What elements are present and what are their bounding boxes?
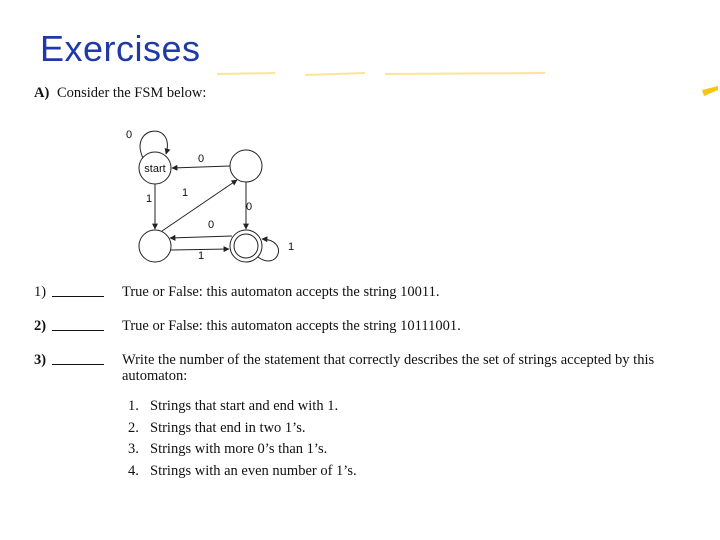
state-bottom-right-accepting (230, 230, 262, 262)
edge-bottom-left-to-top-right (162, 180, 237, 231)
question-3 (34, 352, 662, 384)
highlighter-icon (700, 84, 720, 98)
option-text: Strings that end in two 1’s. (150, 419, 306, 436)
edge-label: 1 (182, 187, 189, 199)
edge-label: 0 (208, 219, 215, 231)
question-number: 3) (34, 352, 47, 368)
edge-label: 0 (246, 201, 253, 213)
option-item: 2. Strings that end in two 1’s. (128, 420, 357, 442)
state-bottom-left (139, 230, 171, 262)
fsm-diagram (110, 112, 320, 272)
option-text: Strings with an even number of 1’s. (150, 462, 357, 479)
slide-title: Exercises (40, 28, 201, 69)
answer-blank[interactable] (52, 352, 104, 365)
state-top-right (230, 150, 262, 182)
problem-label: A) (34, 85, 50, 101)
answer-blank[interactable] (52, 318, 104, 331)
edge-bottom-right-to-bottom-left (170, 236, 232, 238)
question-text: True or False: this automaton accepts the string 10111001. (122, 318, 461, 334)
option-item: 4. Strings with an even number of 1’s. (128, 463, 357, 485)
edge-label: 0 (198, 153, 205, 165)
highlight-streak (215, 70, 555, 78)
question-1 (34, 284, 662, 301)
edge-label: 1 (288, 241, 295, 253)
edge-label: 0 (126, 129, 133, 141)
option-item: 3. Strings with more 0’s than 1’s. (128, 441, 357, 463)
option-text: Strings that start and end with 1. (150, 398, 339, 414)
question-text: True or False: this automaton accepts the string 10011. (122, 284, 440, 300)
problem-prompt: Consider the FSM below: (56, 85, 207, 101)
question-number: 2) (34, 318, 47, 334)
edge-label: 1 (198, 250, 205, 262)
problem-heading (34, 85, 206, 102)
option-text: Strings with more 0’s than 1’s. (150, 441, 328, 457)
edge-top-right-to-start (172, 166, 230, 168)
question-2 (34, 318, 662, 335)
answer-blank[interactable] (52, 284, 104, 297)
edge-label: 1 (146, 193, 153, 205)
state-start-label: start (144, 163, 166, 175)
option-item: 1. Strings that start and end with 1. (128, 398, 357, 420)
answer-options (128, 398, 357, 484)
question-number: 1) (34, 284, 47, 300)
question-text: Write the number of the statement that correctly describes the set of strings accepted by this automaton: (122, 352, 655, 384)
